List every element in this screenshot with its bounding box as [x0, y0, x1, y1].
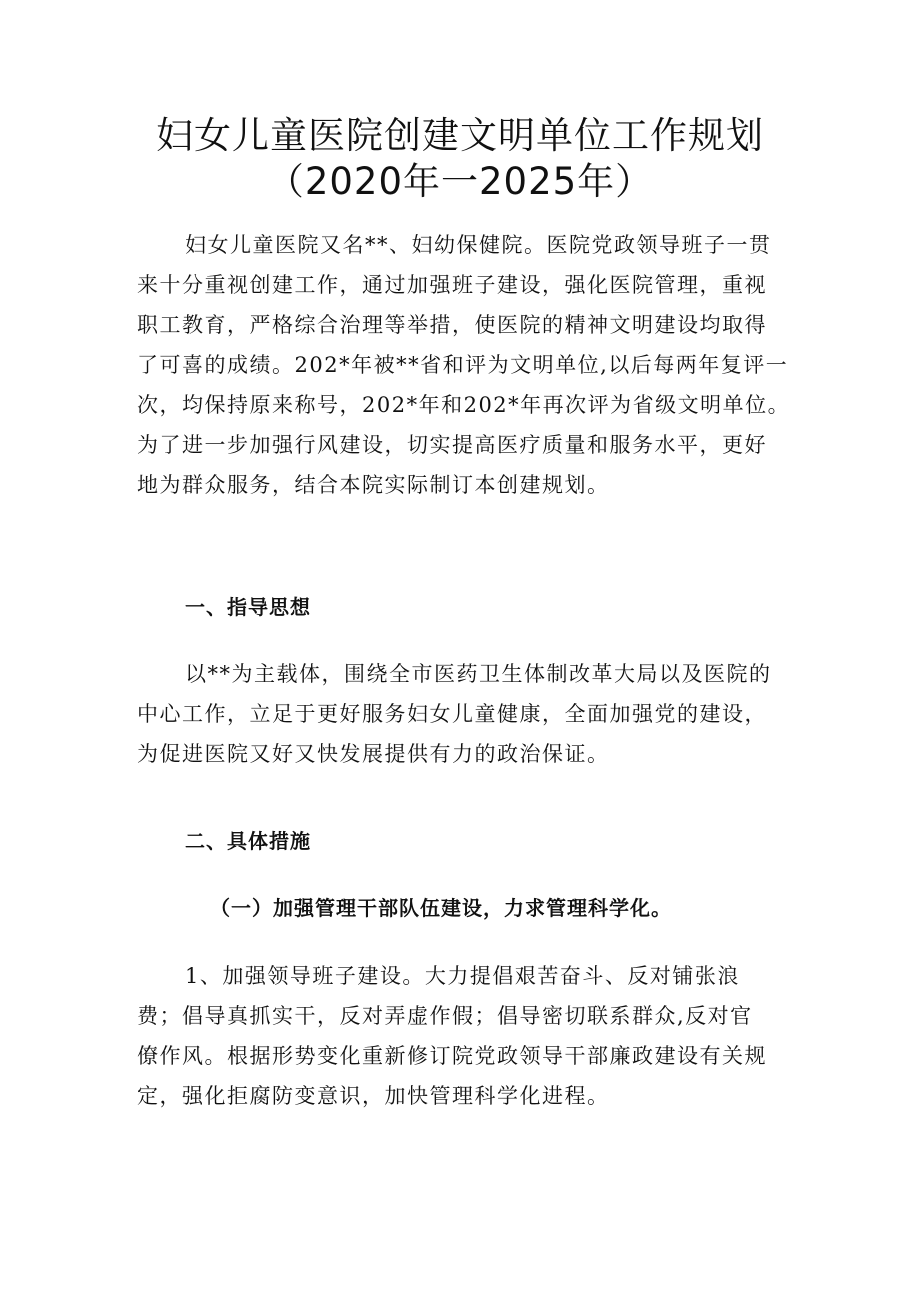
subsection-heading: （一）加强管理干部队伍建设，力求管理科学化。 [210, 896, 672, 920]
paragraph-line: 僚作风。根据形势变化重新修订院党政领导干部廉政建设有关规 [137, 1044, 767, 1068]
section-heading-guiding-ideology: 一、指导思想 [185, 595, 311, 619]
intro-line: 职工教育，严格综合治理等举措，使医院的精神文明建设均取得 [137, 313, 767, 337]
intro-line: 来十分重视创建工作，通过加强班子建设，强化医院管理，重视 [137, 273, 767, 297]
paragraph-line: 中心工作，立足于更好服务妇女儿童健康，全面加强党的建设， [137, 702, 767, 726]
document-title-years: （2020年一2025年） [266, 160, 654, 203]
paragraph-line: 费；倡导真抓实干，反对弄虚作假；倡导密切联系群众,反对官 [137, 1004, 753, 1028]
document-title: 妇女儿童医院创建文明单位工作规划 [156, 114, 764, 157]
paragraph-line: 定，强化拒腐防变意识，加快管理科学化进程。 [137, 1084, 610, 1108]
intro-paragraph [137, 225, 791, 505]
guiding-ideology-paragraph [137, 654, 787, 774]
intro-line: 次，均保持原来称号，202*年和202*年再次评为省级文明单位。 [137, 393, 791, 417]
intro-line: 妇女儿童医院又名**、妇幼保健院。医院党政领导班子一贯 [185, 233, 772, 257]
intro-line: 地为群众服务，结合本院实际制订本创建规划。 [137, 473, 610, 497]
paragraph-line: 以**为主载体，围绕全市医药卫生体制改革大局以及医院的 [185, 662, 772, 686]
section-heading-specific-measures: 二、具体措施 [185, 829, 311, 853]
paragraph-line: 1、加强领导班子建设。大力提倡艰苦奋斗、反对铺张浪 [185, 964, 740, 988]
intro-line: 为了进一步加强行风建设，切实提高医疗质量和服务水平，更好 [137, 433, 767, 457]
measure-item-1-paragraph [137, 956, 787, 1116]
paragraph-line: 为促进医院又好又快发展提供有力的政治保证。 [137, 742, 610, 766]
intro-line: 了可喜的成绩。202*年被**省和评为文明单位,以后每两年复评一 [137, 353, 789, 377]
